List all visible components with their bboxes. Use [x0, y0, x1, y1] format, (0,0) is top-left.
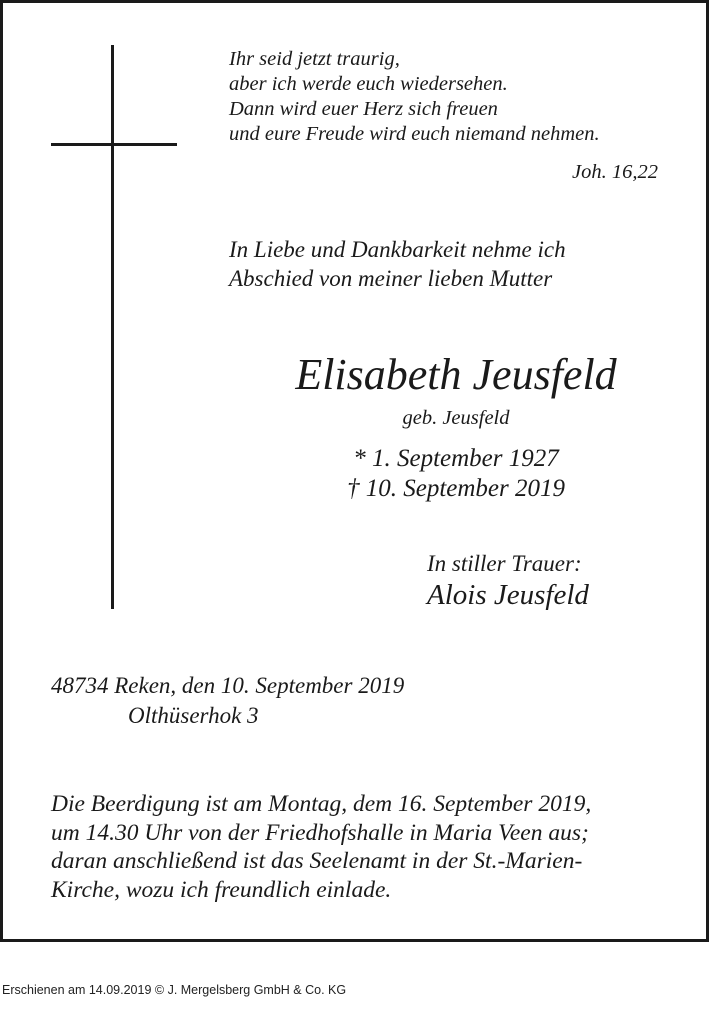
verse-line: Ihr seid jetzt traurig, — [229, 48, 400, 70]
funeral-line: Kirche, wozu ich freundlich einlade. — [51, 876, 392, 903]
intro-line: In Liebe und Dankbarkeit nehme ich — [229, 237, 566, 262]
verse-line: und eure Freude wird euch niemand nehmen. — [229, 123, 600, 145]
verse-line: Dann wird euer Herz sich freuen — [229, 98, 498, 120]
funeral-line: daran anschließend ist das Seelenamt in der St.-Marien- — [51, 848, 583, 874]
death-date: † 10. September 2019 — [346, 475, 566, 502]
maiden-name: geb. Jeusfeld — [402, 407, 510, 429]
cross-icon-horizontal — [51, 143, 177, 146]
intro-text — [229, 236, 566, 293]
cross-icon-vertical — [111, 45, 114, 609]
funeral-notice — [51, 790, 591, 904]
mourning-label: In stiller Trauer: — [427, 551, 582, 576]
birth-date: * 1. September 1927 — [353, 445, 559, 472]
mourner-name: Alois Jeusfeld — [427, 579, 589, 611]
verse-reference: Joh. 16,22 — [572, 161, 658, 183]
intro-line: Abschied von meiner lieben Mutter — [229, 265, 553, 291]
funeral-line: um 14.30 Uhr von der Friedhofshalle in Maria Veen aus; — [51, 819, 589, 846]
street-address: Olthüserhok 3 — [128, 703, 259, 728]
place-date: 48734 Reken, den 10. September 2019 — [51, 673, 405, 698]
deceased-name: Elisabeth Jeusfeld — [295, 350, 617, 399]
verse-line: aber ich werde euch wiedersehen. — [229, 73, 508, 95]
publication-footer: Erschienen am 14.09.2019 © J. Mergelsberg GmbH & Co. KG — [2, 983, 347, 997]
funeral-line: Die Beerdigung ist am Montag, dem 16. September 2019, — [51, 791, 592, 817]
bible-verse — [229, 47, 600, 147]
